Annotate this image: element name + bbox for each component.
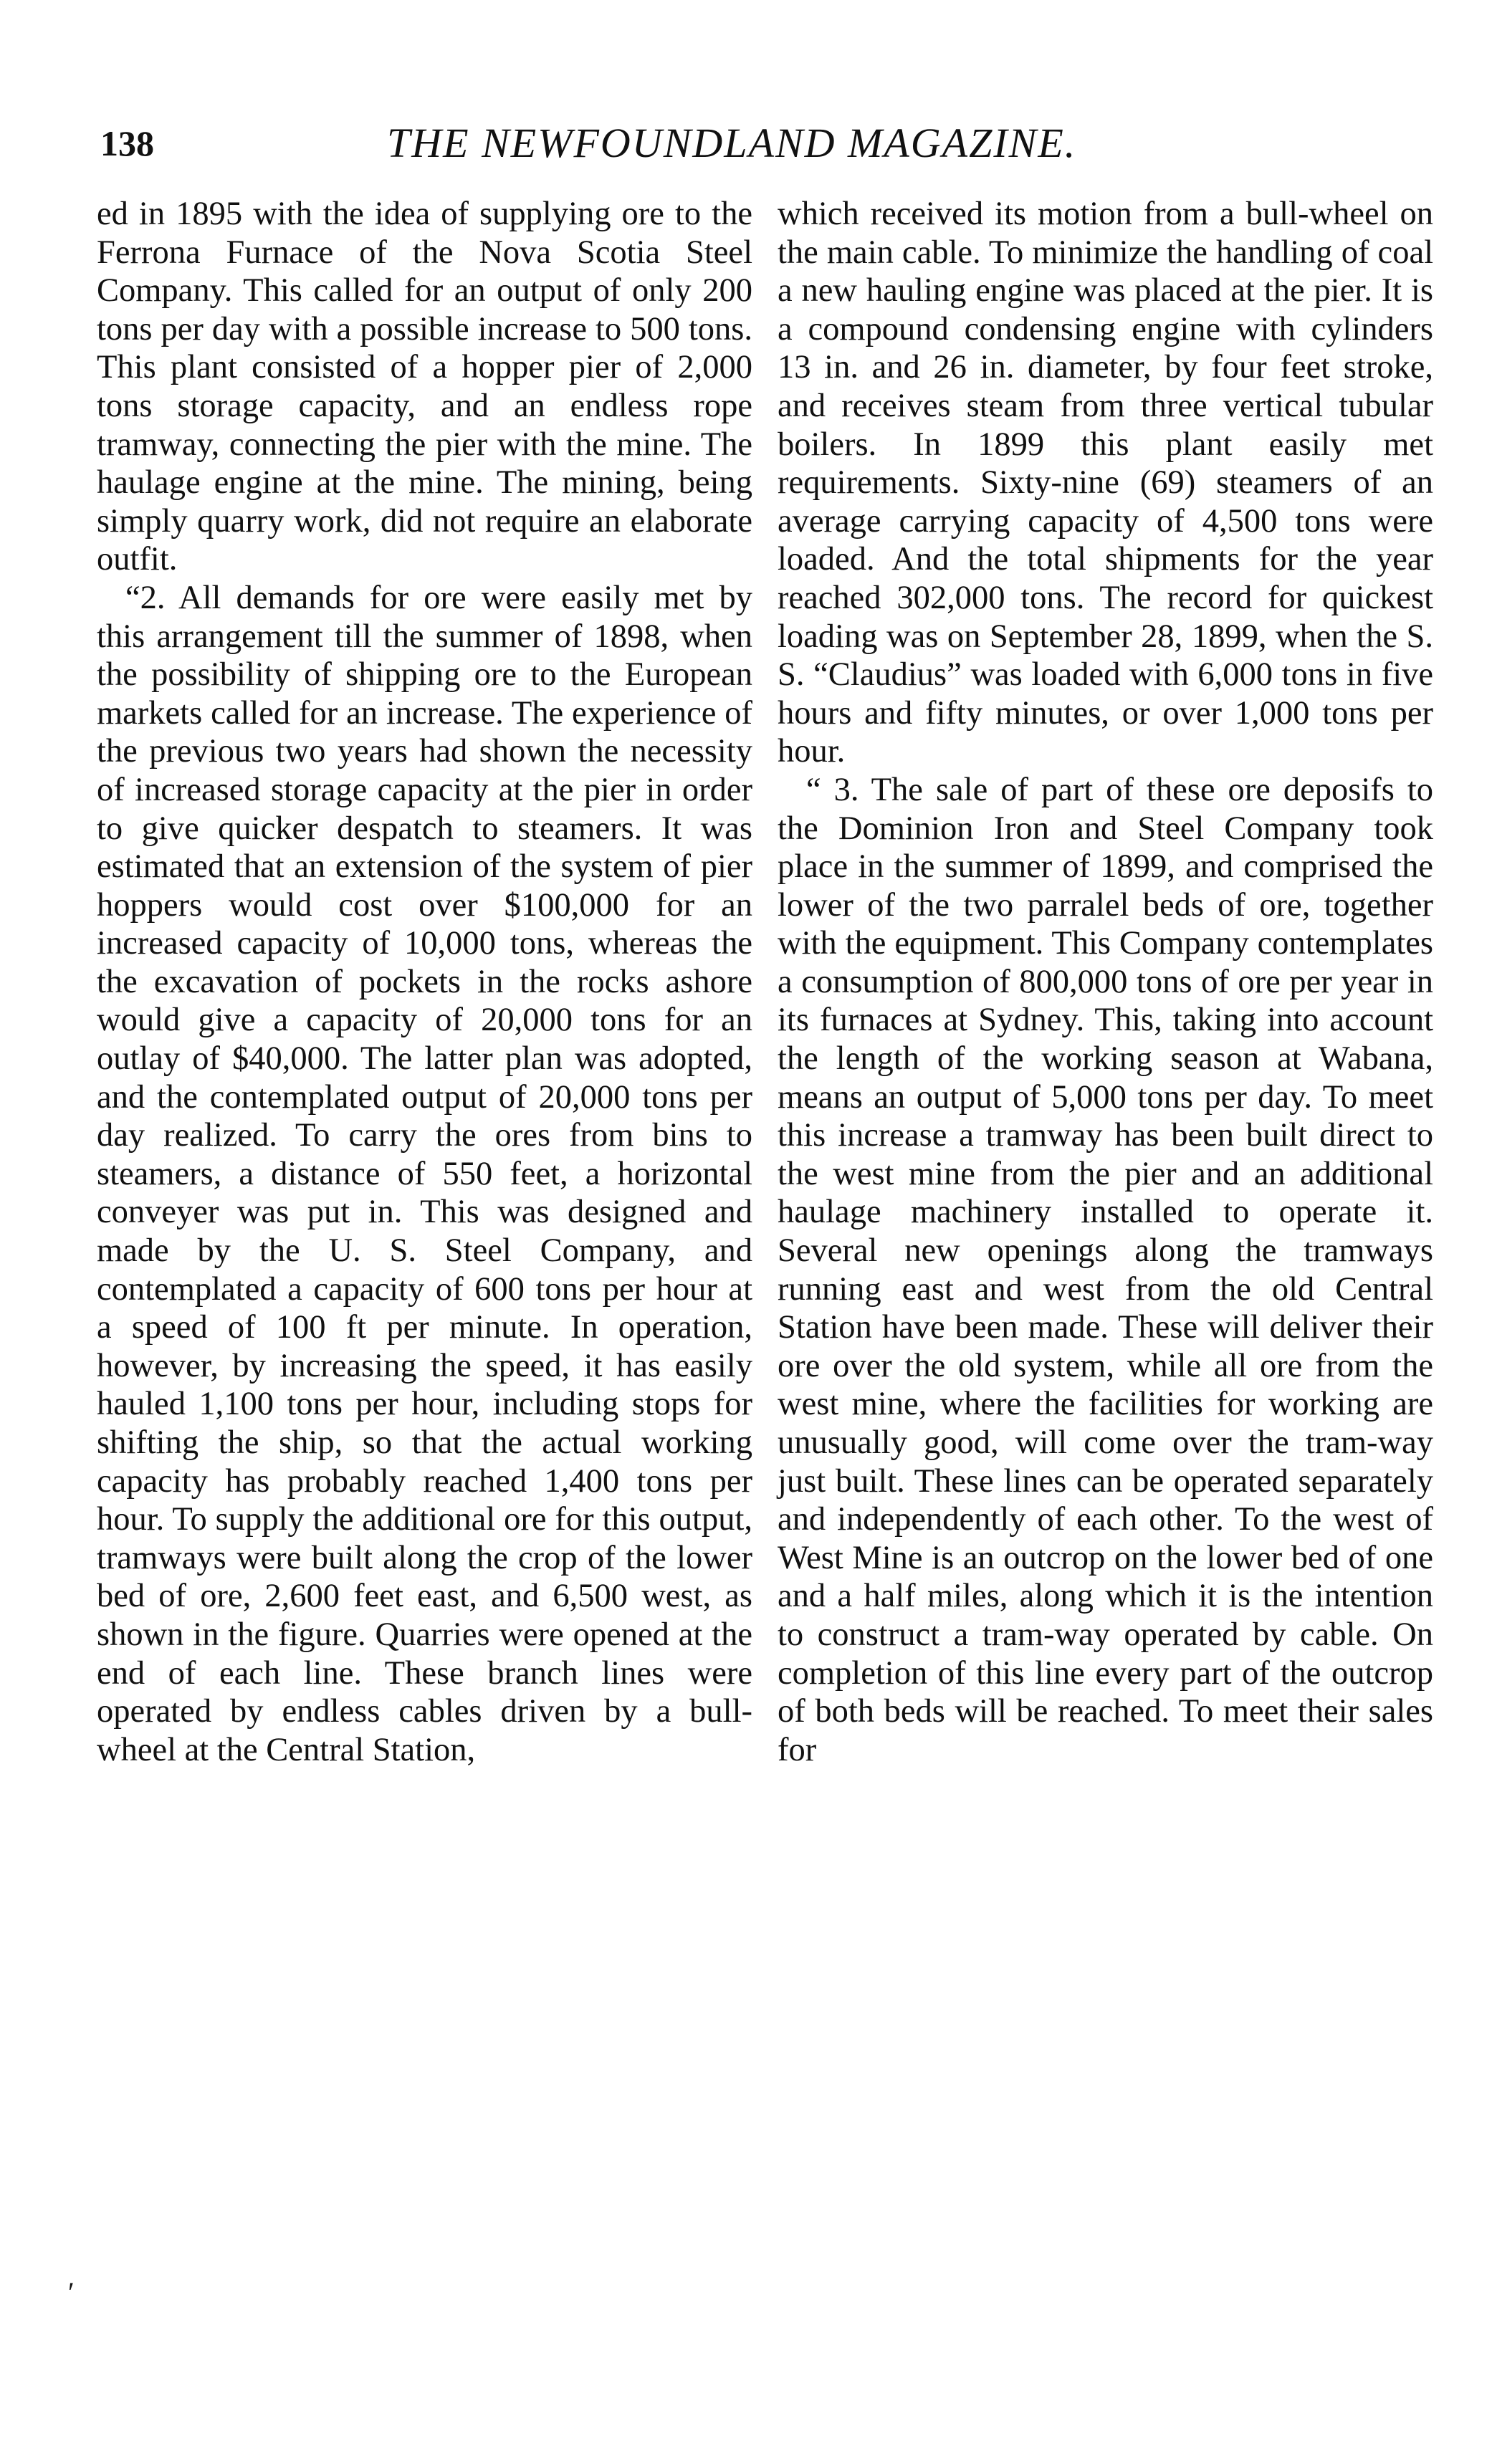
page-header xyxy=(100,115,1412,172)
left-paragraph-1: ed in 1895 with the idea of supplying ore to the Ferrona Furnace of the Nova Scotia Steel Company. This called for an output of only 200 tons per day with a possible increase to 500 tons. This plant consisted of a hopper pier of 2,000 tons storage capacity, and an endless rope tramway, connecting the pier with the mine. The haulage engine at the mine. The mining, being simply quarry work, did not require an elaborate outfit. xyxy=(97,196,752,578)
running-title: THE NEWFOUNDLAND MAGAZINE. xyxy=(387,120,1077,166)
page-number: 138 xyxy=(100,123,154,163)
right-paragraph-1: which received its motion from a bull-wheel on the main cable. To minimize the handling of coal a new hauling engine was placed at the pier. It is a compound condensing engine with cylinders 13 in. and 26 in. diameter, by four feet stroke, and receives steam from three vertical tubular boilers. In 1899 this plant easily met requirements. Sixty-nine (69) steamers of an average carrying capacity of 4,500 tons were loaded. And the total shipments for the year reached 302,000 tons. The record for quickest loading was on September 28, 1899, when the S. S. “Claudius” was loaded with 6,000 tons in five hours and fifty minutes, or over 1,000 tons per hour. xyxy=(778,196,1433,770)
right-paragraph-2: “ 3. The sale of part of these ore deposifs to the Dominion Iron and Steel Company took place in the summer of 1899, and comprised the lower of the two parralel beds of ore, together with the equipment. This Company contemplates a consumption of 800,000 tons of ore per year in its furnaces at Sydney. This, taking into account the length of the working season at Wabana, means an output of 5,000 tons per day. To meet this increase a tramway has been built direct to the west mine from the pier and an additional haulage machinery installed to operate it. Several new openings along the tramways running east and west from the old Central Station have been made. These will deliver their ore over the old system, while all ore from the west mine, where the facilities for working are unusually good, will come over the tram-way just built. These lines can be operated separately and independently of each other. To the west of West Mine is an outcrop on the lower bed of one and a half miles, along which it is the intention to construct a tram-way operated by cable. On completion of this line every part of the outcrop of both beds will be reached. To meet their sales for xyxy=(778,771,1433,1768)
stray-print-mark: ′ xyxy=(68,2276,75,2309)
left-column xyxy=(97,195,752,1769)
right-column xyxy=(778,195,1433,1769)
left-paragraph-2: “2. All demands for ore were easily met by this arrangement till the summer of 1898, when the possibility of shipping ore to the European markets called for an increase. The experience of the previous two years had shown the necessity of increased storage capacity at the pier in order to give quicker despatch to steamers. It was estimated that an extension of the system of pier hoppers would cost over $100,000 for an increased capacity of 10,000 tons, whereas the the excavation of pockets in the rocks ashore would give a capacity of 20,000 tons for an outlay of $40,000. The latter plan was adopted, and the contemplated output of 20,000 tons per day realized. To carry the ores from bins to steamers, a distance of 550 feet, a horizontal conveyer was put in. This was designed and made by the U. S. Steel Company, and contemplated a capacity of 600 tons per hour at a speed of 100 ft per minute. In operation, however, by increasing the speed, it has easily hauled 1,100 tons per hour, including stops for shifting the ship, so that the actual working capacity has probably reached 1,400 tons per hour. To supply the additional ore for this output, tramways were built along the crop of the lower bed of ore, 2,600 feet east, and 6,500 west, as shown in the figure. Quarries were opened at the end of each line. These branch lines were operated by endless cables driven by a bull-wheel at the Central Station, xyxy=(97,579,752,1768)
